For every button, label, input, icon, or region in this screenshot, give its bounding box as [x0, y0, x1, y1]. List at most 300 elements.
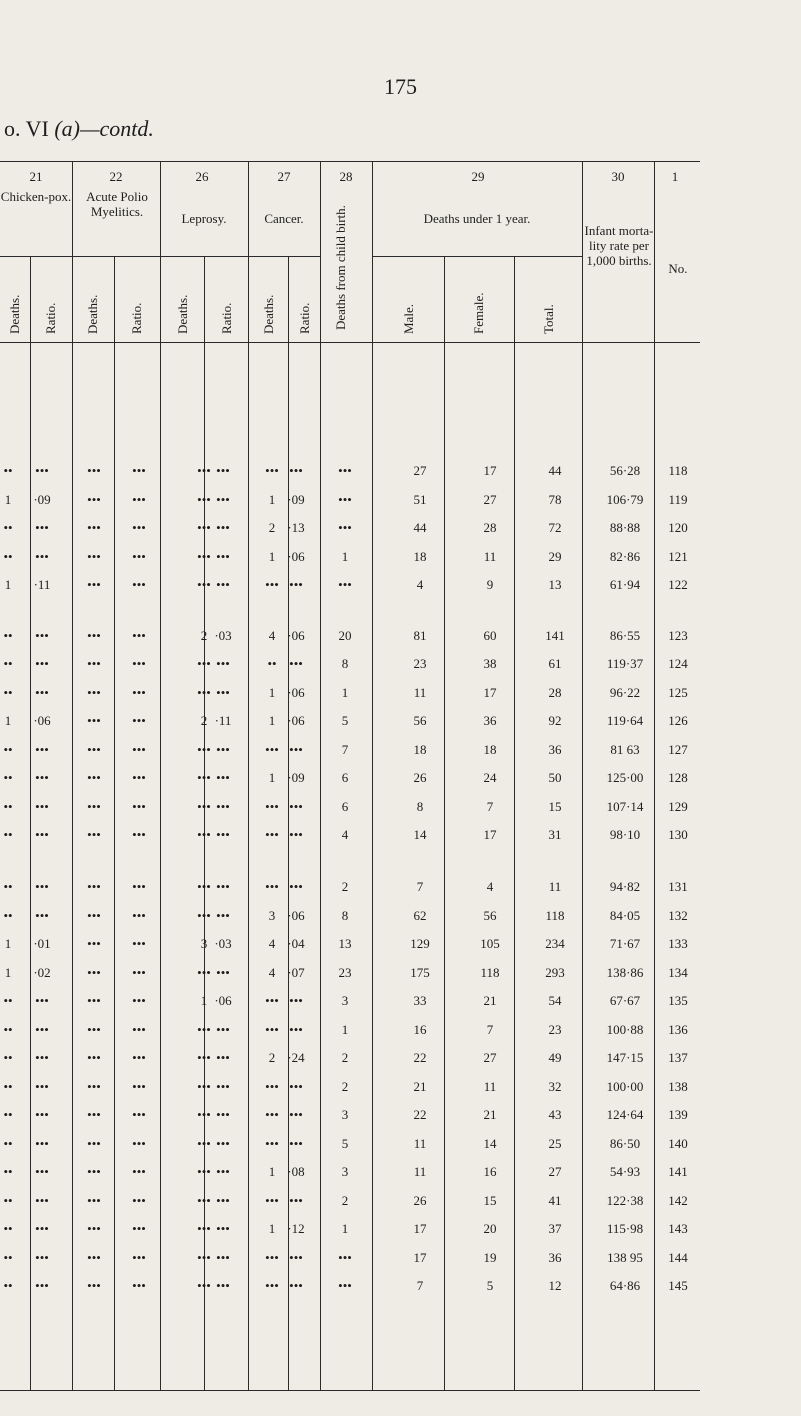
table-cell: •••: [265, 1250, 279, 1265]
table-cell: 28: [548, 685, 562, 700]
table-cell: ••: [3, 742, 13, 757]
table-cell: ·04: [287, 936, 305, 951]
table-cell: 67·67: [609, 993, 641, 1008]
table-cell: •••: [197, 965, 211, 980]
table-cell: •••: [132, 1136, 146, 1151]
table-cell: ·06: [287, 549, 305, 564]
table-cell: 17: [413, 1221, 427, 1236]
table-cell: •••: [132, 770, 146, 785]
table-cell: •••: [132, 656, 146, 671]
table-cell: •••: [289, 1193, 303, 1208]
sub-ratio-chickenpox: Ratio.: [43, 302, 58, 334]
table-cell: ••: [3, 628, 13, 643]
table-cell: 234: [545, 936, 565, 951]
table-cell: 121: [668, 549, 688, 564]
table-cell: ••: [3, 656, 13, 671]
col-number-26: 26: [195, 169, 209, 184]
table-cell: 7: [416, 1278, 424, 1293]
table-cell: 1: [268, 713, 276, 728]
table-cell: 107·14: [606, 799, 644, 814]
table-cell: •••: [87, 685, 101, 700]
table-cell: •••: [289, 1250, 303, 1265]
table-cell: 94·82: [609, 879, 641, 894]
table-row: [0, 909, 801, 925]
table-cell: 27: [548, 1164, 562, 1179]
table-cell: 3: [341, 1107, 349, 1122]
table-cell: 2: [268, 520, 276, 535]
group-rule-29: [372, 256, 582, 257]
table-cell: •••: [132, 742, 146, 757]
table-row: [0, 800, 801, 816]
table-cell: •••: [197, 1221, 211, 1236]
table-cell: •••: [35, 993, 49, 1008]
group-infant: Infant morta-lity rate per 1,000 births.: [584, 223, 654, 268]
table-cell: •••: [87, 965, 101, 980]
table-row: [0, 686, 801, 702]
table-row: [0, 1194, 801, 1210]
table-cell: •••: [132, 520, 146, 535]
table-cell: •••: [197, 492, 211, 507]
table-cell: •••: [289, 1022, 303, 1037]
table-cell: 118: [480, 965, 500, 980]
table-cell: •••: [289, 656, 303, 671]
group-no: No.: [668, 261, 688, 276]
table-cell: 41: [548, 1193, 562, 1208]
header-bottom-rule: [0, 342, 700, 343]
table-cell: 100·00: [606, 1079, 644, 1094]
table-cell: 132: [668, 908, 688, 923]
table-cell: •••: [216, 1193, 230, 1208]
table-row: [0, 1080, 801, 1096]
table-cell: 3: [341, 1164, 349, 1179]
table-cell: 50: [548, 770, 562, 785]
table-cell: 82·86: [609, 549, 641, 564]
table-cell: •••: [216, 1022, 230, 1037]
table-cell: •••: [35, 1079, 49, 1094]
table-cell: 72: [548, 520, 562, 535]
col-number-27: 27: [277, 169, 291, 184]
table-row: [0, 1137, 801, 1153]
table-cell: •••: [87, 713, 101, 728]
table-cell: ·07: [287, 965, 305, 980]
table-cell: •••: [265, 1193, 279, 1208]
bottom-rule: [0, 1390, 700, 1391]
table-cell: •••: [35, 685, 49, 700]
table-cell: •••: [87, 1136, 101, 1151]
table-cell: 17: [483, 827, 497, 842]
table-cell: ••: [3, 799, 13, 814]
table-cell: 17: [483, 463, 497, 478]
table-cell: 129: [410, 936, 430, 951]
table-cell: •••: [216, 1278, 230, 1293]
table-cell: •••: [132, 492, 146, 507]
table-cell: ••: [3, 1079, 13, 1094]
table-cell: 106·79: [606, 492, 644, 507]
table-cell: 96·22: [609, 685, 641, 700]
table-cell: 124·64: [606, 1107, 644, 1122]
table-cell: 3: [268, 908, 276, 923]
sub-deaths-leprosy: Deaths.: [175, 294, 190, 334]
table-cell: ••: [3, 1107, 13, 1122]
table-cell: 13: [338, 936, 352, 951]
table-cell: •••: [216, 1250, 230, 1265]
caption-part: (a)—: [54, 116, 100, 141]
table-cell: •••: [216, 656, 230, 671]
table-cell: •••: [35, 879, 49, 894]
table-cell: 134: [668, 965, 688, 980]
table-cell: 56: [483, 908, 497, 923]
table-cell: 54·93: [609, 1164, 641, 1179]
table-cell: ·06: [287, 908, 305, 923]
table-cell: 8: [416, 799, 424, 814]
table-cell: •••: [197, 577, 211, 592]
table-cell: •••: [35, 520, 49, 535]
table-cell: •••: [87, 549, 101, 564]
table-row: [0, 1222, 801, 1238]
table-cell: 15: [548, 799, 562, 814]
table-cell: •••: [265, 1107, 279, 1122]
group-leprosy: Leprosy.: [181, 211, 227, 226]
table-cell: 54: [548, 993, 562, 1008]
table-cell: 23: [413, 656, 427, 671]
table-cell: •••: [35, 1250, 49, 1265]
table-cell: 2: [268, 1050, 276, 1065]
table-cell: 32: [548, 1079, 562, 1094]
table-cell: •••: [289, 1136, 303, 1151]
table-cell: 17: [483, 685, 497, 700]
table-cell: 5: [341, 1136, 349, 1151]
table-cell: 147·15: [606, 1050, 644, 1065]
table-cell: •••: [87, 628, 101, 643]
table-cell: 81: [413, 628, 427, 643]
table-cell: 98·10: [609, 827, 641, 842]
table-cell: •••: [132, 1193, 146, 1208]
table-cell: •••: [338, 492, 352, 507]
table-cell: 1: [268, 770, 276, 785]
vrule: [114, 256, 115, 1390]
table-row: [0, 493, 801, 509]
table-cell: •••: [265, 463, 279, 478]
table-cell: 4: [341, 827, 349, 842]
table-cell: •••: [35, 827, 49, 842]
table-cell: •••: [197, 1107, 211, 1122]
table-cell: 18: [413, 549, 427, 564]
table-cell: 5: [341, 713, 349, 728]
table-cell: 139: [668, 1107, 688, 1122]
table-cell: 21: [483, 993, 497, 1008]
table-cell: •••: [216, 879, 230, 894]
table-cell: ••: [3, 1136, 13, 1151]
table-cell: 119·37: [606, 656, 644, 671]
table-cell: 7: [486, 799, 494, 814]
table-cell: 11: [413, 1164, 427, 1179]
table-cell: •••: [35, 799, 49, 814]
table-cell: ••: [3, 1164, 13, 1179]
table-cell: ••: [3, 1022, 13, 1037]
caption-prefix: o. VI: [4, 116, 55, 141]
table-cell: •••: [197, 685, 211, 700]
table-cell: •••: [216, 965, 230, 980]
table-cell: 143: [668, 1221, 688, 1236]
table-cell: •••: [35, 770, 49, 785]
table-cell: 36: [548, 742, 562, 757]
table-cell: ••: [3, 463, 13, 478]
table-cell: 22: [413, 1107, 427, 1122]
table-cell: 23: [338, 965, 352, 980]
table-cell: •••: [87, 463, 101, 478]
table-cell: •••: [197, 463, 211, 478]
table-cell: 27: [483, 1050, 497, 1065]
table-cell: •••: [35, 628, 49, 643]
table-cell: 7: [486, 1022, 494, 1037]
table-row: [0, 464, 801, 480]
table-cell: 16: [413, 1022, 427, 1037]
table-cell: •••: [216, 577, 230, 592]
table-cell: •••: [132, 1107, 146, 1122]
table-row: [0, 1251, 801, 1267]
table-cell: 142: [668, 1193, 688, 1208]
table-cell: 4: [486, 879, 494, 894]
table-cell: 33: [413, 993, 427, 1008]
table-cell: •••: [87, 520, 101, 535]
table-cell: ••: [3, 1050, 13, 1065]
table-cell: •••: [197, 1164, 211, 1179]
table-cell: •••: [132, 713, 146, 728]
table-row: [0, 994, 801, 1010]
table-cell: 27: [413, 463, 427, 478]
table-cell: •••: [216, 1136, 230, 1151]
table-cell: 84·05: [609, 908, 641, 923]
table-cell: 1: [4, 577, 12, 592]
col-number-29: 29: [471, 169, 485, 184]
table-cell: 6: [341, 799, 349, 814]
table-cell: •••: [265, 1136, 279, 1151]
table-cell: 23: [548, 1022, 562, 1037]
table-cell: •••: [87, 656, 101, 671]
table-cell: ·03: [214, 628, 232, 643]
table-cell: 26: [413, 770, 427, 785]
table-cell: ·11: [214, 713, 232, 728]
table-cell: 14: [413, 827, 427, 842]
table-cell: 129: [668, 799, 688, 814]
table-cell: ·08: [287, 1164, 305, 1179]
table-cell: •••: [132, 577, 146, 592]
table-cell: ·03: [214, 936, 232, 951]
table-cell: 81 63: [610, 742, 640, 757]
sub-ratio-polio: Ratio.: [129, 302, 144, 334]
table-cell: 2: [341, 879, 349, 894]
table-row: [0, 550, 801, 566]
table-cell: 11: [413, 685, 427, 700]
table-row: [0, 1051, 801, 1067]
table-cell: 1: [268, 685, 276, 700]
table-cell: 293: [545, 965, 565, 980]
table-cell: 137: [668, 1050, 688, 1065]
table-cell: 13: [548, 577, 562, 592]
table-cell: 125·00: [606, 770, 644, 785]
table-cell: •••: [87, 1221, 101, 1236]
col-number-28: 28: [339, 169, 353, 184]
table-cell: •••: [289, 577, 303, 592]
table-cell: 2: [341, 1050, 349, 1065]
table-cell: •••: [35, 1193, 49, 1208]
table-cell: 20: [338, 628, 352, 643]
table-row: [0, 771, 801, 787]
table-cell: •••: [265, 1079, 279, 1094]
table-cell: 44: [413, 520, 427, 535]
table-cell: ••: [3, 549, 13, 564]
table-row: [0, 1108, 801, 1124]
table-cell: 118: [545, 908, 565, 923]
table-cell: 17: [413, 1250, 427, 1265]
table-cell: •••: [265, 827, 279, 842]
table-cell: •••: [132, 936, 146, 951]
vrule: [30, 256, 31, 1390]
table-cell: 100·88: [606, 1022, 644, 1037]
table-cell: •••: [216, 1107, 230, 1122]
table-cell: 22: [413, 1050, 427, 1065]
table-cell: 51: [413, 492, 427, 507]
group-chickenpox: Chicken-pox.: [0, 189, 72, 204]
table-cell: 136: [668, 1022, 688, 1037]
table-cell: ·12: [287, 1221, 305, 1236]
table-cell: •••: [265, 1022, 279, 1037]
table-cell: •••: [216, 908, 230, 923]
sub-male: Male.: [401, 304, 416, 334]
table-cell: ••: [3, 879, 13, 894]
table-cell: •••: [87, 879, 101, 894]
table-row: [0, 966, 801, 982]
table-cell: ·09: [287, 492, 305, 507]
table-cell: 11: [413, 1136, 427, 1151]
table-cell: 123: [668, 628, 688, 643]
table-cell: •••: [87, 742, 101, 757]
table-cell: 3: [341, 993, 349, 1008]
table-cell: •••: [87, 1278, 101, 1293]
group-cancer: Cancer.: [264, 211, 304, 226]
table-cell: 31: [548, 827, 562, 842]
vrule: [288, 256, 289, 1390]
table-cell: •••: [35, 1164, 49, 1179]
table-cell: •••: [87, 1022, 101, 1037]
table-cell: 21: [483, 1107, 497, 1122]
table-cell: •••: [216, 827, 230, 842]
sub-deaths-cancer: Deaths.: [261, 294, 276, 334]
table-cell: •••: [289, 463, 303, 478]
table-cell: ••: [3, 770, 13, 785]
table-cell: 44: [548, 463, 562, 478]
table-cell: 2: [341, 1079, 349, 1094]
table-cell: 4: [268, 628, 276, 643]
table-cell: 29: [548, 549, 562, 564]
table-row: [0, 521, 801, 537]
table-row: [0, 880, 801, 896]
table-cell: •••: [35, 742, 49, 757]
table-cell: 11: [548, 879, 562, 894]
table-cell: •••: [35, 656, 49, 671]
table-cell: •••: [132, 549, 146, 564]
table-cell: 5: [486, 1278, 494, 1293]
table-cell: •••: [197, 1193, 211, 1208]
table-cell: ·01: [33, 936, 51, 951]
table-cell: 141: [668, 1164, 688, 1179]
table-cell: ·06: [33, 713, 51, 728]
group-polio: Acute Polio Myelitics.: [86, 189, 148, 219]
table-cell: •••: [197, 879, 211, 894]
table-cell: 4: [416, 577, 424, 592]
table-cell: 36: [483, 713, 497, 728]
table-cell: 122·38: [606, 1193, 644, 1208]
table-cell: •••: [197, 1022, 211, 1037]
table-cell: 118: [668, 463, 688, 478]
table-cell: •••: [87, 1164, 101, 1179]
table-cell: •••: [216, 1079, 230, 1094]
table-cell: 126: [668, 713, 688, 728]
table-cell: 1: [4, 965, 12, 980]
table-cell: 25: [548, 1136, 562, 1151]
table-cell: •••: [87, 908, 101, 923]
table-row: [0, 629, 801, 645]
table-cell: 119: [668, 492, 688, 507]
table-cell: 105: [480, 936, 500, 951]
sub-ratio-leprosy: Ratio.: [219, 302, 234, 334]
table-cell: •••: [35, 1136, 49, 1151]
table-cell: •••: [87, 936, 101, 951]
table-cell: •••: [132, 1022, 146, 1037]
table-cell: •••: [132, 463, 146, 478]
table-row: [0, 937, 801, 953]
table-cell: 2: [200, 713, 208, 728]
table-cell: 78: [548, 492, 562, 507]
table-cell: 60: [483, 628, 497, 643]
table-cell: 11: [483, 1079, 497, 1094]
col-number-1: 1: [671, 169, 679, 184]
table-cell: •••: [265, 742, 279, 757]
table-cell: 138 95: [607, 1250, 643, 1265]
table-cell: •••: [265, 879, 279, 894]
table-cell: •••: [87, 827, 101, 842]
table-row: [0, 1279, 801, 1295]
table-cell: 138·86: [606, 965, 644, 980]
table-cell: 1: [268, 1221, 276, 1236]
table-cell: •••: [216, 1221, 230, 1236]
table-cell: •••: [132, 1250, 146, 1265]
table-cell: 18: [483, 742, 497, 757]
table-cell: 15: [483, 1193, 497, 1208]
table-cell: 119·64: [606, 713, 644, 728]
table-cell: 43: [548, 1107, 562, 1122]
table-cell: 6: [341, 770, 349, 785]
table-cell: •••: [87, 1250, 101, 1265]
table-cell: ••: [3, 827, 13, 842]
table-cell: ·09: [33, 492, 51, 507]
table-cell: •••: [132, 993, 146, 1008]
table-cell: 1: [341, 549, 349, 564]
table-cell: 2: [341, 1193, 349, 1208]
table-cell: 128: [668, 770, 688, 785]
table-cell: •••: [132, 879, 146, 894]
sub-deaths-chickenpox: Deaths.: [7, 294, 22, 334]
table-cell: ••: [3, 908, 13, 923]
table-cell: •••: [132, 1278, 146, 1293]
table-cell: 122: [668, 577, 688, 592]
table-cell: •••: [265, 577, 279, 592]
table-cell: •••: [216, 492, 230, 507]
table-caption: [4, 116, 154, 142]
sub-female: Female.: [471, 292, 486, 334]
table-cell: •••: [338, 1250, 352, 1265]
table-cell: 37: [548, 1221, 562, 1236]
